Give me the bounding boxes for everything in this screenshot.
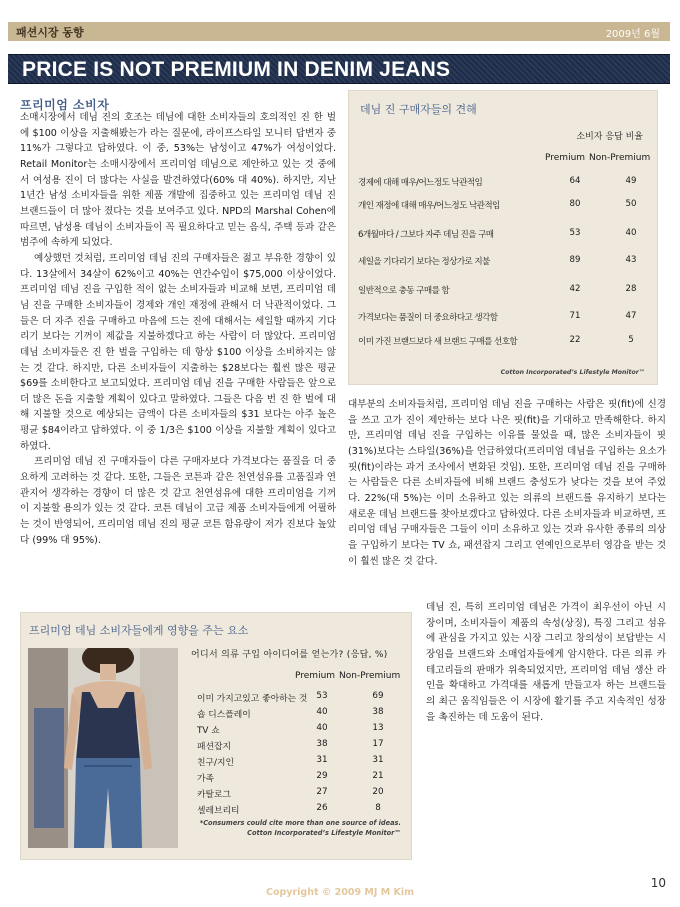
article-right-column-2 xyxy=(426,600,666,725)
attitudes-table-title: 데님 진 구매자들의 견해 xyxy=(360,103,477,116)
table-row: 친구/지인 31 31 xyxy=(197,755,384,768)
table-row: 숍 디스플레이 40 38 xyxy=(197,707,384,720)
table-row: 6개월마다 / 그보다 자주 데님 진을 구매 53 40 xyxy=(358,228,637,240)
col-premium: Premium xyxy=(545,153,586,163)
table-source: Cotton Incorporated’s Lifestyle Monitor™ xyxy=(500,369,645,376)
header-bar xyxy=(8,22,670,41)
page-title: PRICE IS NOT PREMIUM IN DENIM JEANS xyxy=(22,58,451,81)
table-row: 셀레브리티 26 8 xyxy=(197,803,381,816)
col-premium: Premium xyxy=(295,671,336,681)
paragraph-3: 프리미엄 데님 진 구매자들이 다른 구매자보다 가격보다는 품질을 더 중요하게 고려하는 것 같다. 또한, 그들은 코튼과 같은 천연섬유를 고품질과 연관지어 생각하는 경향이 더 많은 것 같고 천연섬유에 대한 프리미엄을 기꺼이 지불할 용의가 있는 것 같다. 코튼 데님이 고급 제품 소비자들에게 어필하는 것이 반영되어, 프리미엄 데님 진의 평균 코튼 함유량이 저가 진보다 높았다 (99% 대 95%). xyxy=(20,456,336,546)
paragraph-right-1: 대부분의 소비자들처럼, 프리미엄 데님 진을 구매하는 사람은 핏(fit)에 신경을 쓰고 고가 진이 제안하는 보다 나은 핏(fit)을 기대하고 만족해한다. 하지만, 프리미엄 데님 진을 구입하는 이유를 물었을 때, 많은 소비자들이 핏(31%)보다는 스타일(36%)을 언급하였다(프리미엄 데님을 구입하는 요소가 핏(fit)이라는 과거 조사에서 변화된 것임). 또한, 프리미엄 데님 진을 구매하는 사람들은 다른 소비자들에 비해 브랜드 충성도가 낮다는 것을 보여 주었다. 22%(대 5%)는 이미 소유하고 있는 의류의 브랜드를 유지하기 보다는 새로운 데님 브랜드를 찾아보겠다고 답하였다. 다른 소비자들과 비교하면, 프리미엄 데님 구매자들은 그들이 이미 소유하고 있는 것과 유사한 종류의 의상을 구입하기 보다는 TV 쇼, 패션잡지 그리고 연예인으로부터 영감을 받는 것이 훨씬 많은 것 같다. xyxy=(348,399,666,567)
table-row: 가족 29 21 xyxy=(197,771,384,784)
col-nonpremium: Non-Premium xyxy=(589,153,651,163)
article-left-column xyxy=(20,110,336,548)
issue-date: 2009년 6월 xyxy=(605,29,660,40)
influence-table-title: 프리미엄 데님 소비자들에게 영향을 주는 요소 xyxy=(29,624,249,637)
section-label: 패션시장 동향 xyxy=(16,26,84,39)
article-right-column xyxy=(348,397,666,569)
respondent-label: 소비자 응답 비율 xyxy=(576,132,643,142)
table-row: 패션잡지 38 17 xyxy=(197,739,384,752)
table-row: 이미 가지고있고 좋아하는 것 53 69 xyxy=(197,691,384,704)
table-footnote: *Consumers could cite more than one source of ideas. xyxy=(199,819,401,827)
table-row: 카탈로그 27 20 xyxy=(197,787,384,800)
table-source: Cotton Incorporated’s Lifestyle Monitor™ xyxy=(247,829,401,837)
section-heading: 프리미엄 소비자 xyxy=(20,98,110,112)
table-row: 세일을 기다리기 보다는 정상가로 지불 89 43 xyxy=(358,255,637,267)
col-nonpremium: Non-Premium xyxy=(339,671,401,681)
denim-model-photo xyxy=(28,648,178,848)
table-row: 개인 재정에 대해 매우/어느정도 낙관적임 80 50 xyxy=(358,199,637,211)
survey-question: 어디서 의류 구입 아이디어를 얻는가? (응답, %) xyxy=(191,650,388,660)
copyright: Copyright © 2009 MJ M Kim xyxy=(266,887,414,898)
paragraph-1: 소매시장에서 데님 진의 호조는 데님에 대한 소비자들의 호의적인 진 한 벌에 $100 이상을 지출해봤는가 라는 질문에, 라이프스타일 모니터 답변자 중 11%가 그렇다고 답하였다. 이 중, 53%는 남성이고 47%가 여성이었다. Retail Monitor는 소매시장에서 프리미엄 데님으로 제안하고 있는 것 중에서 여성용 진이 더 많다는 사실을 발견하였다(60% 대 40%). 하지만, 지난 1년간 남성 소비자들을 위한 제품 개발에 집중하고 있는 프리미엄 데님 진 브랜드들이 더 많아 졌다는 것을 보여주고 있다. NPD의 Marshal Cohen에 따르면, 남성용 데님이 소비자들이 꼭 필요하다고 믿는 음식, 주택 등과 같은 범주에 속하게 되었다. xyxy=(20,112,336,249)
model-illustration xyxy=(28,648,178,848)
table-row: 일반적으로 충동 구매를 함 42 28 xyxy=(358,284,637,296)
paragraph-2: 예상했던 것처럼, 프리미엄 데님 진의 구매자들은 젊고 부유한 경향이 있다. 13살에서 34살이 62%이고 40%는 연간수입이 $75,000 이상이었다. 프리미엄 데님 진을 구입한 적이 없는 소비자들과 비교해 보면, 프리미엄 데님 진을 구매한 소비자들이 경제와 개인 재정에 관해서 더 낙관적이었다. 그들은 더 자주 진을 구매하고 마음에 드는 진에 대해서는 세일할 때까지 기다리기 보다는 기꺼이 제값을 지불하겠다고 하는 사람이 더 많았다. 프리미엄 데님 소비자들은 진 한 벌을 구입하는 데 항상 $100 이상을 소비하지는 않는 것 같다. 하지만, 다른 소비자들이 지출하는 $28보다는 훨씬 많은 평균 $69를 소비한다고 보고되었다. 프리미엄 데님 진을 구매한 사람들은 앞으로 더 많은 돈을 지출할 계획이 있다고 말하였다. 그들은 다음 번 진 한 벌에 대해 지불할 것으로 예상되는 금액이 다른 소비자들의 $31 보다는 아주 높은 평균 $84이라고 답하였다. 이 중 1/3은 $100 이상을 지불할 계획이 있다고 하였다. xyxy=(20,252,336,452)
paragraph-right-2: 데님 진, 특히 프리미엄 데님은 가격이 최우선이 아닌 시장이며, 소비자들이 제품의 속성(상징), 특징 그리고 섬유에 관심을 가지고 있는 시장 그리고 창의성이 보답받는 시장임을 브랜드와 소매업자들에게 암시한다. 다른 의류 카테고리들의 판매가 위축되었지만, 프리미엄 데님 생산 라인을 확대하고 가격대를 새롭게 만들고자 하는 브랜드들의 최근 움직임들은 이 시장에 활기를 주고 지속적인 성장을 촉진하는 데 도움이 된다. xyxy=(426,602,666,723)
title-banner xyxy=(8,54,670,84)
table-row: 가격보다는 품질이 더 중요하다고 생각함 71 47 xyxy=(358,311,637,323)
table-row: 이미 가진 브랜드보다 새 브랜드 구매를 선호함 22 5 xyxy=(358,335,634,347)
page-number: 10 xyxy=(650,876,666,890)
table-row: TV 쇼 40 13 xyxy=(197,723,384,736)
table-row: 경제에 대해 매우/어느정도 낙관적임 64 49 xyxy=(358,176,637,188)
attitudes-table xyxy=(348,90,658,385)
